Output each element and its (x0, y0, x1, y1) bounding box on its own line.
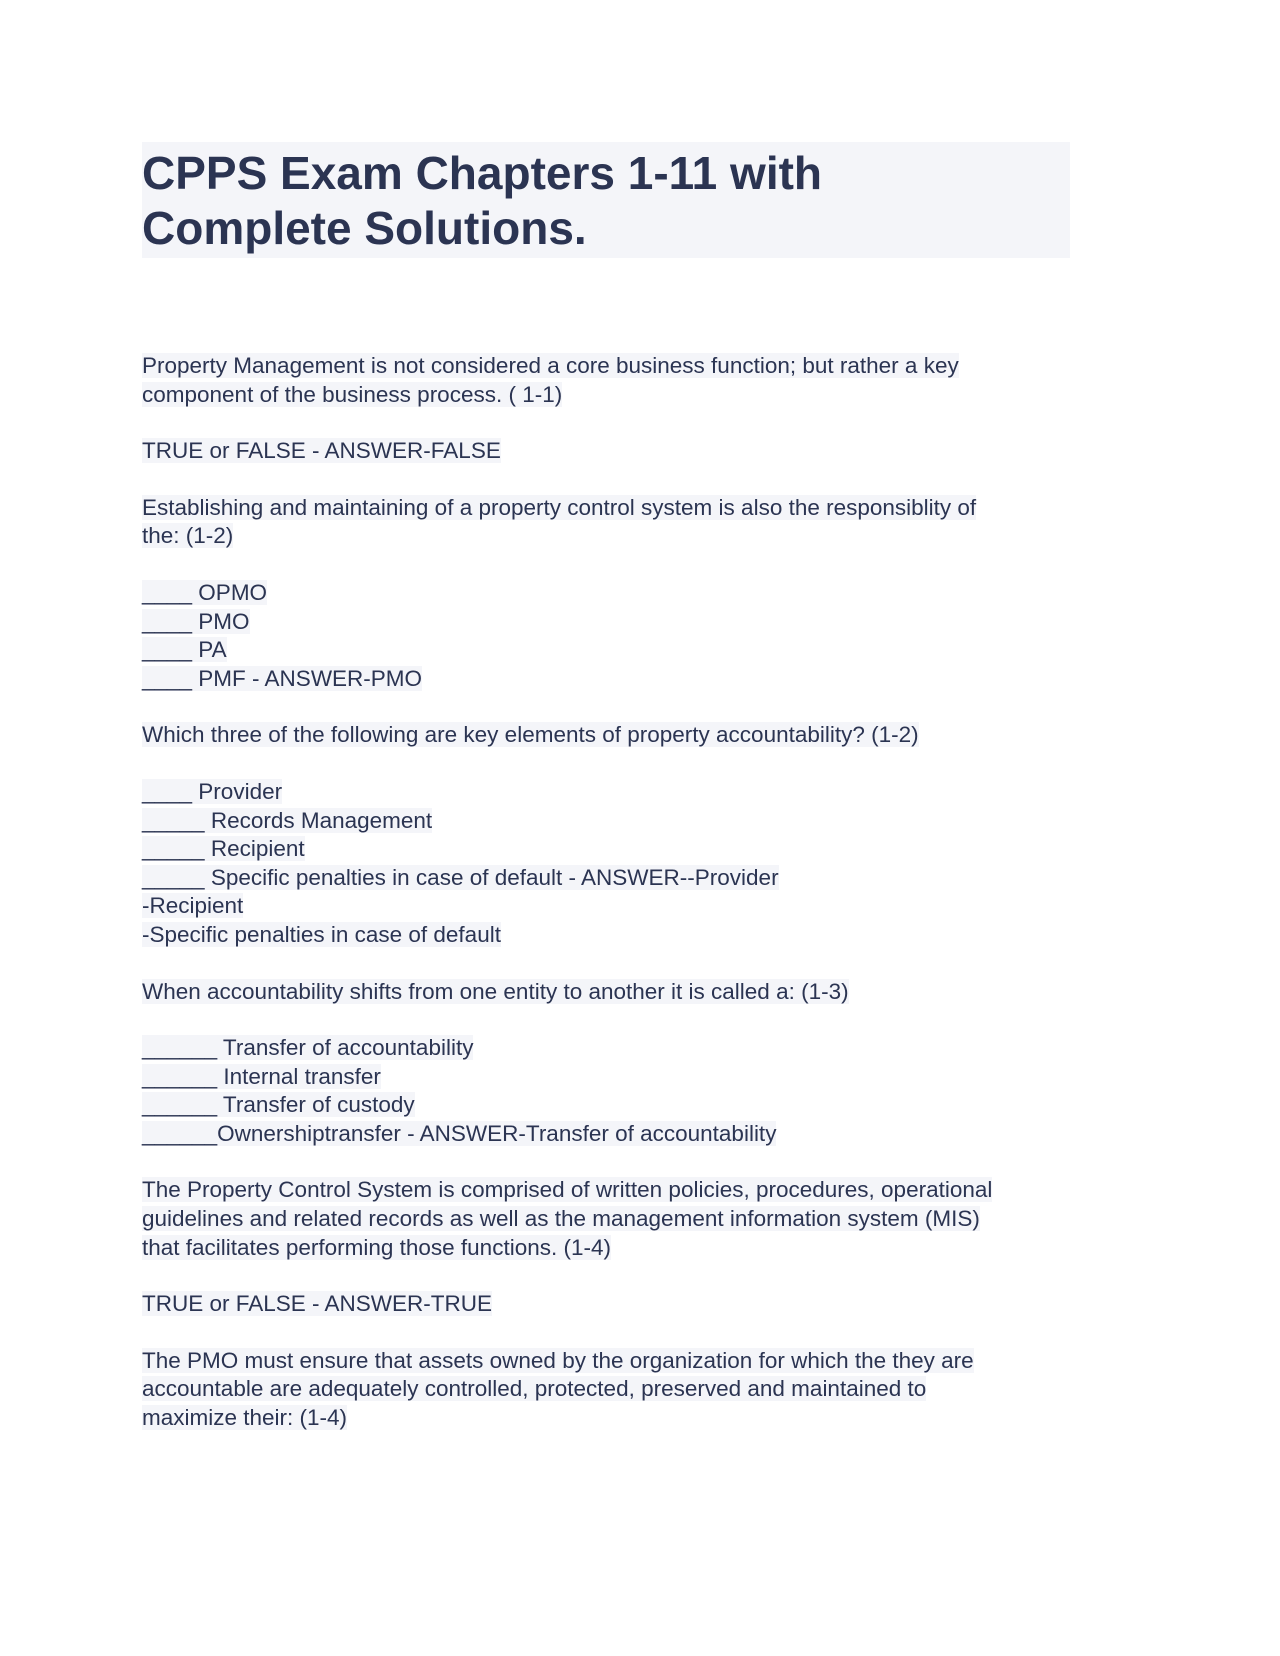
title-line-2: Complete Solutions. (142, 202, 587, 254)
text-line: that facilitates performing those functions. (1-4) (142, 1234, 611, 1260)
document-title (142, 146, 1070, 256)
question-6 (142, 1347, 1082, 1433)
document-body (142, 352, 1082, 1461)
question-2 (142, 494, 1082, 551)
question-1 (142, 352, 1082, 409)
text-line: TRUE or FALSE - ANSWER-FALSE (142, 438, 501, 464)
answer-line: -Recipient (142, 893, 244, 919)
option-line: ______ Transfer of custody (142, 1092, 415, 1118)
text-line: component of the business process. ( 1-1) (142, 381, 563, 407)
text-line: When accountability shifts from one entity to another it is called a: (1-3) (142, 978, 849, 1004)
answer-1 (142, 437, 1082, 466)
document-page (142, 142, 1072, 258)
option-line: _____ Recipient (142, 836, 305, 862)
answer-5 (142, 1290, 1082, 1319)
option-line: _____ Specific penalties in case of default - ANSWER--Provider (142, 864, 779, 890)
options-3 (142, 778, 1082, 950)
text-line: Property Management is not considered a core business function; but rather a key (142, 353, 959, 378)
option-line: ____ PMF - ANSWER-PMO (142, 665, 423, 691)
option-line: _____ Records Management (142, 807, 433, 833)
title-line-1: CPPS Exam Chapters 1-11 with (142, 147, 823, 199)
question-3 (142, 721, 1082, 750)
answer-line: -Specific penalties in case of default (142, 921, 501, 947)
text-line: Which three of the following are key elements of property accountability? (1-2) (142, 722, 919, 748)
option-line: ______ Internal transfer (142, 1063, 381, 1089)
option-line: ____ Provider (142, 778, 283, 804)
options-2 (142, 579, 1082, 693)
option-line: ____ OPMO (142, 579, 268, 605)
option-line: ____ PA (142, 637, 227, 663)
question-4 (142, 978, 1082, 1007)
text-line: The PMO must ensure that assets owned by the organization for which the they are (142, 1347, 974, 1373)
question-5 (142, 1176, 1082, 1262)
options-4 (142, 1034, 1082, 1148)
option-line: ____ PMO (142, 608, 250, 634)
option-line: ______ Transfer of accountability (142, 1035, 474, 1061)
text-line: TRUE or FALSE - ANSWER-TRUE (142, 1291, 493, 1317)
text-line: maximize their: (1-4) (142, 1405, 348, 1431)
title-block (142, 142, 1070, 258)
text-line: The Property Control System is comprised of written policies, procedures, operational (142, 1177, 993, 1203)
option-line: ______Ownershiptransfer - ANSWER-Transfer of accountability (142, 1120, 777, 1146)
text-line: Establishing and maintaining of a property control system is also the responsiblity of (142, 494, 977, 520)
text-line: guidelines and related records as well as the management information system (MIS) (142, 1206, 980, 1232)
text-line: accountable are adequately controlled, protected, preserved and maintained to (142, 1376, 927, 1402)
text-line: the: (1-2) (142, 523, 234, 549)
